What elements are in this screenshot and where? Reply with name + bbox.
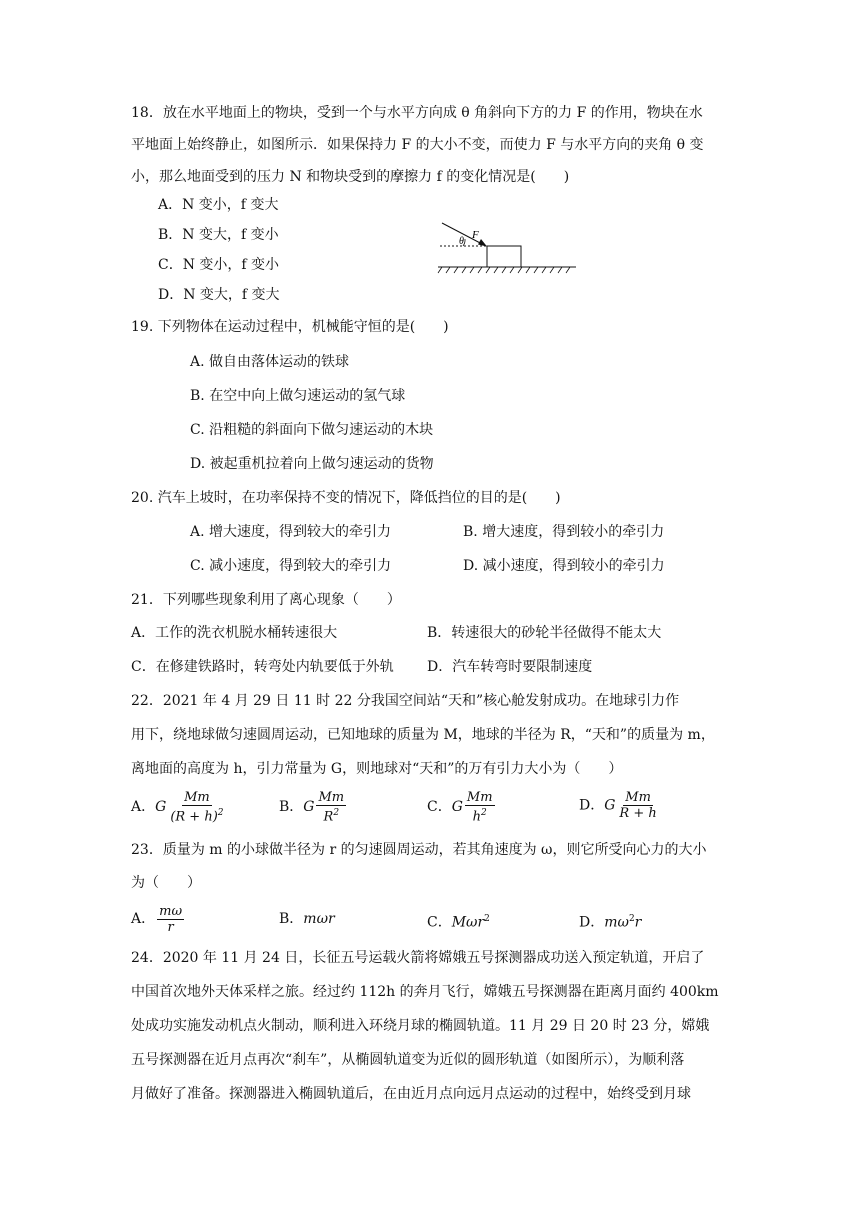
fraction: $\frac{Mm}{(R + h)^2}$ [170,790,224,825]
fraction: $\frac{Mm}{R + h}$ [619,790,657,821]
q21-option-a: A．工作的洗衣机脱水桶转速很大 [131,625,338,641]
option-label: C． [427,799,452,816]
q21-stem: 21．下列哪些现象利用了离心现象（ ） [131,592,401,608]
force-label: F [472,229,479,241]
q20-stem: 20. 汽车上坡时，在功率保持不变的情况下，降低挡位的目的是( ) [131,490,561,506]
q24-line-5: 月做好了准备。探测器进入椭圆轨道后，在由近月点向远月点运动的过程中，始终受到月球 [131,1086,691,1102]
fraction: $\frac{Mm}{h^2}$ [466,790,493,825]
expression: mω [604,914,629,931]
q19-option-c: C. 沿粗糙的斜面向下做匀速运动的木块 [190,422,434,438]
q18-option-b: B．N 变大，f 变小 [158,227,279,243]
q19-option-a: A. 做自由落体运动的铁球 [190,354,350,370]
q23-option-c: C．Mωr$^2$ [427,914,490,931]
fraction: $\frac{Mm}{R^2}$ [318,790,345,825]
q23-line-1: 23．质量为 m 的小球做半径为 r 的匀速圆周运动，若其角速度为 ω，则它所受向心力的大小 [131,842,707,858]
option-label: A． [131,799,156,816]
q19-option-d: D. 被起重机拉着向上做匀速运动的货物 [190,456,434,472]
q24-line-2: 中国首次地外天体采样之旅。经过约 112h 的奔月飞行，嫦娥五号探测器在距离月面约 400km [131,984,719,1000]
q24-line-1: 24．2020 年 11 月 24 日，长征五号运载火箭将嫦娥五号探测器成功送入预定轨道，开启了 [131,950,705,966]
option-label: D． [579,797,605,814]
angle-label: θ [459,236,464,247]
q23-line-2: 为（ ） [131,875,201,891]
q20-option-c: C. 减小速度，得到较大的牵引力 [190,558,392,574]
option-label: B． [279,911,304,927]
q19-option-b: B. 在空中向上做匀速运动的氢气球 [190,388,406,404]
q19-stem: 19. 下列物体在运动过程中，机械能守恒的是( ) [131,319,449,335]
force-arrow-head [478,239,487,247]
option-label: D． [579,914,605,931]
gravity-constant: G [451,799,463,816]
expression: mωr [303,911,335,927]
q20-option-b: B. 增大速度，得到较小的牵引力 [463,524,665,540]
q22-line-2: 用下，绕地球做匀速圆周运动，已知地球的质量为 M，地球的半径为 R，“天和”的质量为 m， [131,727,715,743]
q20-option-a: A. 增大速度，得到较大的牵引力 [190,524,392,540]
block [487,246,521,267]
q24-line-4: 五号探测器在近月点再次“刹车”，从椭圆轨道变为近似的圆形轨道（如图所示），为顺利落 [131,1052,685,1068]
option-label: A． [131,911,156,927]
q23-option-d: D．$m\omega^2r$ [579,914,642,931]
q18-option-a: A．N 变小，f 变大 [158,197,279,213]
option-label: C． [427,914,452,931]
expression: Mωr [451,914,485,931]
q23-option-a [131,902,184,936]
q22-option-c [427,790,495,824]
q20-option-d: D. 减小速度，得到较小的牵引力 [463,558,665,574]
gravity-constant: G [155,799,167,816]
q18-line-2: 平地面上始终静止，如图所示．如果保持力 F 的大小不变，而使力 F 与水平方向的夹角 θ 变 [131,137,704,153]
q18-option-d: D．N 变大，f 变大 [158,287,280,303]
q22-option-a [131,790,226,824]
q24-line-3: 处成功实施发动机点火制动，顺利进入环绕月球的椭圆轨道。11 月 29 日 20 时 23 分，嫦娥 [131,1018,710,1034]
q18-line-1: 18．放在水平地面上的物块，受到一个与水平方向成 θ 角斜向下方的力 F 的作用，物块在水 [131,105,703,121]
q21-option-b: B．转速很大的砂轮半径做得不能太大 [427,625,662,641]
q23-option-b [279,910,335,928]
gravity-constant: G [604,797,616,814]
ground-hatching [438,267,570,273]
q21-option-c: C．在修建铁路时，转弯处内轨要低于外轨 [131,659,394,675]
q21-option-d: D．汽车转弯时要限制速度 [427,659,593,675]
fraction: $\frac{m\omega}{r}$ [159,903,183,935]
gravity-constant: G [303,799,315,816]
q18-line-3: 小，那么地面受到的压力 N 和物块受到的摩擦力 f 的变化情况是( ) [131,169,570,185]
q22-option-d [579,790,659,821]
option-label: B． [279,799,304,816]
q22-line-3: 离地面的高度为 h，引力常量为 G，则地球对“天和”的万有引力大小为（ ） [131,761,623,777]
q22-line-1: 22．2021 年 4 月 29 日 11 时 22 分我国空间站“天和”核心舱发射成功。在地球引力作 [131,693,680,709]
q18-force-diagram [430,218,580,274]
q18-option-c: C．N 变小，f 变小 [158,257,280,273]
q22-option-b [279,790,346,824]
